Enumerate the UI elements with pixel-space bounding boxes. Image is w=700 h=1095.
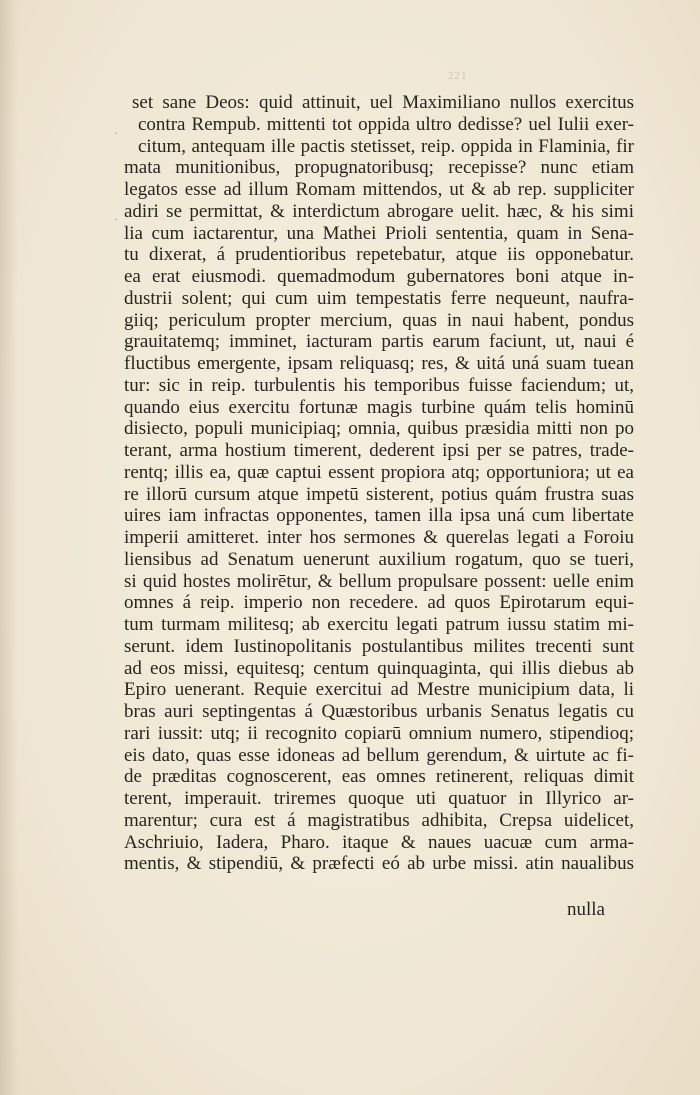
text-line: omnes á reip. imperio non recedere. ad quos Epirotarum equi- xyxy=(124,592,634,614)
text-line: mentis, & stipendiū, & præfecti eó ab urbe missi. atin naualibus xyxy=(124,853,634,875)
text-line: serunt. idem Iustinopolitanis postulantibus milites trecenti sunt xyxy=(124,635,634,657)
text-line: ad eos missi, equitesq; centum quinquaginta, qui illis diebus ab xyxy=(124,657,634,679)
text-line: terent, imperauit. triremes quoque uti quatuor in Illyrico ar- xyxy=(124,788,634,809)
text-line: adiri se permittat, & interdictum abrogare uelit. hæc, & his simi xyxy=(124,200,634,222)
margin-mark: · xyxy=(114,126,118,140)
text-line: mata munitionibus, propugnatoribusq; recepisse? nunc etiam xyxy=(124,157,634,179)
body-text-block xyxy=(124,92,634,875)
page-fold-shadow xyxy=(0,0,18,1095)
text-line: eis dato, quas esse idoneas ad bellum gerendum, & uirtute ac fi- xyxy=(124,744,634,766)
text-line: ea erat eiusmodi. quemadmodum gubernatores boni atque in- xyxy=(124,266,634,287)
text-line: rari iussit: utq; ii recognito copiarū omnium numero, stipendioq; xyxy=(124,722,634,744)
text-line: citum, antequam ille pactis stetisset, reip. oppida in Flaminia, fir xyxy=(138,135,634,157)
text-line: uires iam infractas opponentes, tamen illa ipsa uná cum libertate xyxy=(124,505,634,527)
text-line: giiq; periculum propter mercium, quas in naui habent, pondus xyxy=(124,309,634,331)
text-line: contra Rempub. mittenti tot oppida ultro dedisse? uel Iulii exer- xyxy=(138,113,634,135)
text-line: dustrii solent; qui cum uim tempestatis ferre nequeunt, naufra- xyxy=(124,287,634,309)
text-line: re illorū cursum atque impetū sisterent, potius quám frustra suas xyxy=(124,483,634,505)
text-line: legatos esse ad illum Romam mittendos, ut & ab rep. suppliciter xyxy=(124,179,634,200)
text-line: Epiro uenerant. Requie exercitui ad Mestre municipium data, li xyxy=(124,679,634,701)
text-line: tu dixerat, á prudentioribus repetebatur, atque iis opponebatur. xyxy=(124,244,634,266)
text-line: bras auri septingentas á Quæstoribus urbanis Senatus legatis cu xyxy=(124,701,634,722)
text-line: marentur; cura est á magistratibus adhibita, Crepsa uidelicet, xyxy=(124,809,634,831)
text-line: de præditas cognoscerent, eas omnes retinerent, reliquas dimit xyxy=(124,766,634,788)
text-line: rentq; illis ea, quæ captui essent propiora atq; opportuniora; ut ea xyxy=(124,461,634,483)
text-line: set sane Deos: quid attinuit, uel Maximiliano nullos exercitus xyxy=(132,92,634,113)
text-line: fluctibus emergente, ipsam reliquasq; res, & uitá uná suam tuean xyxy=(124,353,634,374)
text-line: disiecto, populi municipiaq; omnia, quibus præsidia mitti non po xyxy=(124,418,634,440)
text-line: liensibus ad Senatum uenerunt auxilium rogatum, quo se tueri, xyxy=(124,548,634,570)
text-line: lia cum iactarentur, una Mathei Prioli sententia, quam in Sena- xyxy=(124,222,634,244)
text-line: tur: sic in reip. turbulentis his temporibus fuisse faciendum; ut, xyxy=(124,374,634,396)
catchword: nulla xyxy=(567,899,605,920)
text-line: tum turmam militesq; ab exercitu legati patrum iussu statim mi- xyxy=(124,614,634,635)
text-line: si quid hostes molirētur, & bellum propulsare possent: uelle enim xyxy=(124,570,634,592)
text-line: grauitatemq; imminet, iacturam partis earum faciunt, ut, naui é xyxy=(124,331,634,353)
margin-mark: · xyxy=(114,212,118,226)
text-line: imperii amitteret. inter hos sermones & querelas legati a Foroiu xyxy=(124,527,634,548)
text-line: quando eius exercitu fortunæ magis turbine quám telis hominū xyxy=(124,396,634,418)
faint-folio-number: 221 xyxy=(448,70,468,82)
text-line: Aschriuio, Iadera, Pharo. itaque & naues uacuæ cum arma- xyxy=(124,831,634,853)
text-line: terant, arma hostium timerent, dederent ipsi per se patres, trade- xyxy=(124,440,634,461)
